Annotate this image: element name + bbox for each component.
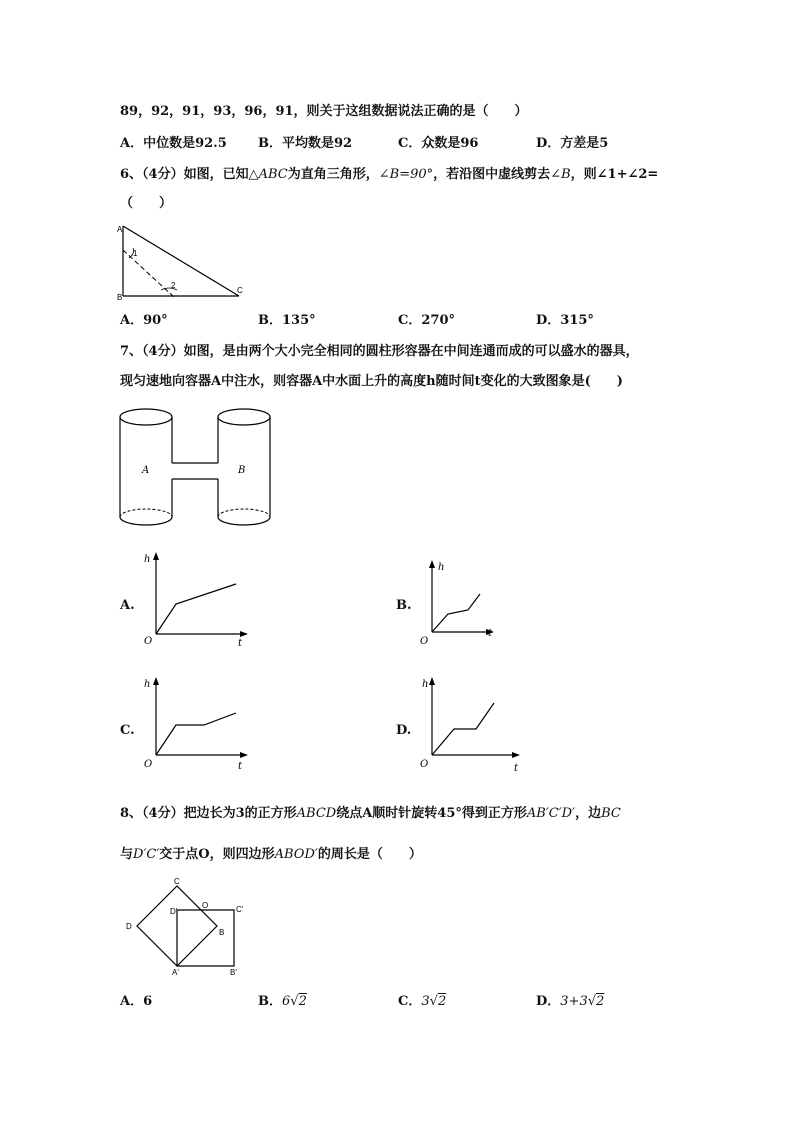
q5-option-c[interactable]: C．众数是96 (398, 136, 479, 151)
q7-graph-b[interactable] (416, 556, 504, 650)
svg-text:h: h (144, 554, 151, 565)
q7-option-d[interactable]: D. (396, 723, 412, 738)
sqrt-symbol: √ (290, 994, 299, 1009)
q8-option-b[interactable]: B．6√2 (258, 994, 307, 1009)
q6-option-a[interactable]: A．90° (120, 313, 168, 328)
q6-option-d[interactable]: D．315° (536, 313, 594, 328)
q7-graph-a[interactable] (140, 548, 260, 650)
side-ac (123, 226, 239, 296)
cylinder-b-top (218, 409, 270, 425)
svg-text:O: O (144, 759, 153, 770)
cylinder-a-top (120, 409, 172, 425)
q8-square-figure (122, 874, 262, 978)
svg-text:O: O (144, 636, 153, 647)
q5-option-b[interactable]: B．平均数是92 (258, 136, 353, 151)
graph-c-curve (156, 713, 236, 755)
graph-a-curve (156, 584, 236, 634)
cut-dashed-line (123, 250, 175, 298)
label-2: 2 (171, 281, 176, 290)
q6-triangle-figure (115, 220, 250, 305)
svg-text:B': B' (230, 968, 237, 977)
q7-graph-c[interactable] (140, 673, 260, 775)
label-a: A (117, 225, 123, 234)
svg-text:t: t (488, 628, 493, 639)
q5-option-d[interactable]: D．方差是5 (536, 136, 609, 151)
q6-option-c[interactable]: C．270° (398, 313, 455, 328)
q6-stem: 6、（4分）如图，已知△ABC为直角三角形，∠B=90°，若沿图中虚线剪去∠B，则∠1+∠2= (120, 167, 659, 182)
sqrt-symbol: √ (587, 994, 597, 1009)
svg-text:t: t (514, 763, 519, 774)
q8-option-a[interactable]: A．6 (120, 994, 153, 1009)
label-c: C (237, 286, 243, 295)
graph-b-curve (432, 594, 480, 632)
q8-stem-line2: 与D′C′交于点O，则四边形ABOD′的周长是（ ） (120, 847, 422, 862)
q8-option-c[interactable]: C．3√2 (398, 994, 447, 1009)
graph-d-curve (432, 703, 494, 755)
q5-option-a[interactable]: A．中位数是92.5 (120, 136, 227, 151)
svg-text:C: C (174, 877, 180, 886)
svg-text:t: t (238, 761, 243, 772)
label-b: B (117, 293, 123, 302)
label-1: 1 (133, 249, 138, 258)
svg-text:O: O (202, 901, 209, 910)
svg-text:A': A' (172, 968, 179, 977)
sqrt-symbol: √ (429, 994, 438, 1009)
label-container-a: A (142, 465, 150, 476)
svg-text:h: h (438, 562, 445, 573)
q7-option-b[interactable]: B. (396, 598, 412, 613)
svg-text:t: t (238, 638, 243, 649)
q6-blank: （ ） (120, 196, 173, 211)
svg-text:O: O (420, 636, 429, 647)
svg-text:D: D (126, 922, 132, 931)
q8-stem-line1: 8、（4分）把边长为3的正方形ABCD绕点A顺时针旋转45°得到正方形AB′C′D′，边BC (120, 806, 621, 821)
svg-text:B: B (219, 928, 225, 937)
svg-text:D': D' (170, 907, 178, 916)
q8-option-d[interactable]: D．3+3√2 (536, 994, 605, 1009)
svg-text:h: h (144, 679, 151, 690)
q7-stem-line2: 现匀速地向容器A中注水，则容器A中水面上升的高度h随时间t变化的大致图象是( ) (120, 374, 623, 389)
q7-stem-line1: 7、（4分）如图，是由两个大小完全相同的圆柱形容器在中间连通而成的可以盛水的器具， (120, 344, 639, 359)
svg-text:C': C' (236, 905, 244, 914)
q7-graph-d[interactable] (416, 673, 528, 775)
q6-option-b[interactable]: B．135° (258, 313, 316, 328)
svg-text:O: O (420, 759, 429, 770)
q5-stem: 89，92，91，93，96，91，则关于这组数据说法正确的是（ ） (120, 104, 528, 119)
q7-option-a[interactable]: A. (120, 598, 135, 613)
label-container-b: B (238, 465, 246, 476)
q7-container-figure (116, 405, 276, 530)
svg-text:h: h (422, 679, 429, 690)
q7-option-c[interactable]: C. (120, 723, 135, 738)
